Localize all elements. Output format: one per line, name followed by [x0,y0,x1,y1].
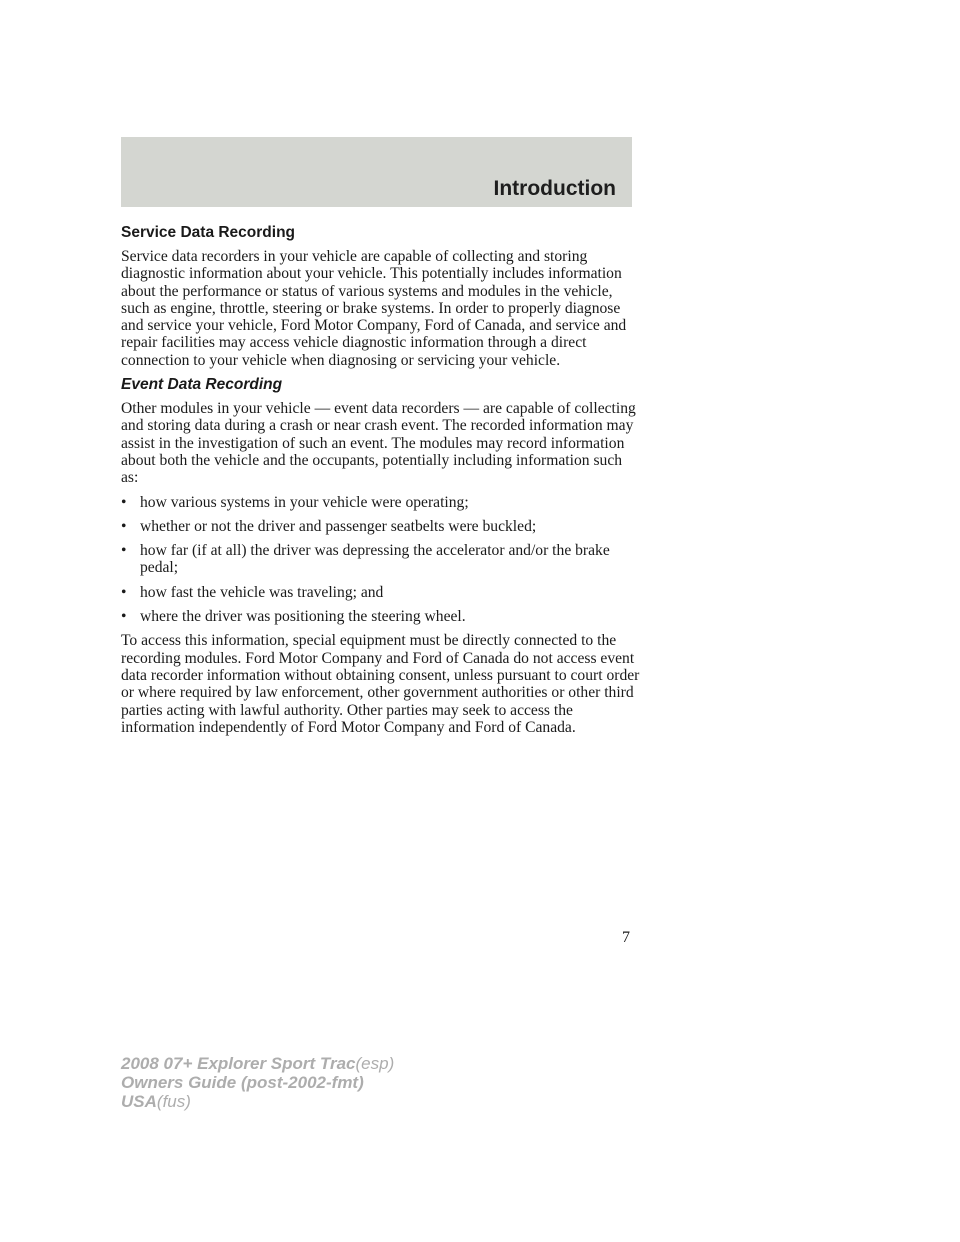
list-item-text: where the driver was positioning the steering wheel. [140,608,466,626]
page-content [121,224,641,743]
list-item [121,584,641,601]
list-item [121,494,641,511]
document-footer [121,1054,394,1111]
list-item [121,518,641,535]
footer-model-name: 2008 07+ Explorer Sport Trac [121,1054,356,1073]
bullet-icon: • [121,608,127,626]
list-item [121,608,641,625]
footer-guide-name: Owners Guide (post-2002-fmt) [121,1073,364,1092]
section-header-band [121,137,632,207]
list-item [121,542,641,577]
recorded-info-list [121,494,641,626]
list-item-text: how various systems in your vehicle were operating; [140,493,469,511]
bullet-icon: • [121,517,127,535]
list-item-text: whether or not the driver and passenger seatbelts were buckled; [140,517,537,535]
bullet-icon: • [121,493,127,511]
footer-line-guide [121,1073,394,1092]
list-item-text: how fast the vehicle was traveling; and [140,583,384,601]
paragraph-access-info: To access this information, special equipment must be directly connected to the recording modules. Ford Motor Company and Ford of Canada do not access event data recorder information without obtaining consent, unless pursuant to court order or where required by law enforcement, other government authorities or other third parties acting with lawful authority. Other parties may seek to access the information independently of Ford Motor Company and Ford of Canada. [121,632,640,736]
footer-market: USA [121,1092,157,1111]
bullet-icon: • [121,542,127,560]
bullet-icon: • [121,583,127,601]
footer-market-code: (fus) [156,1092,191,1111]
footer-model-code: (esp) [355,1054,395,1073]
section-title: Introduction [493,177,616,200]
paragraph-service-data: Service data recorders in your vehicle are capable of collecting and storing diagnostic information about your vehicle. This potentially includes information about the performance or status of various systems and modules in the vehicle, such as engine, throttle, steering or brake systems. In order to properly diagnose and service your vehicle, Ford Motor Company, Ford of Canada, and service and repair facilities may access vehicle diagnostic information through a direct connection to your vehicle when diagnosing or servicing your vehicle. [121,248,627,369]
page-number: 7 [622,929,630,946]
paragraph-event-data: Other modules in your vehicle — event data recorders — are capable of collecting and storing data during a crash or near crash event. The recorded information may assist in the investigation of such an event. The modules may record information about both the vehicle and the occupants, potentially including information such as: [121,400,636,487]
heading-event-data-recording: Event Data Recording [121,376,283,394]
footer-line-model [121,1054,394,1073]
heading-service-data-recording: Service Data Recording [121,224,296,241]
list-item-text: how far (if at all) the driver was depressing the accelerator and/or the brake pedal; [140,542,610,577]
footer-line-market [121,1092,394,1111]
